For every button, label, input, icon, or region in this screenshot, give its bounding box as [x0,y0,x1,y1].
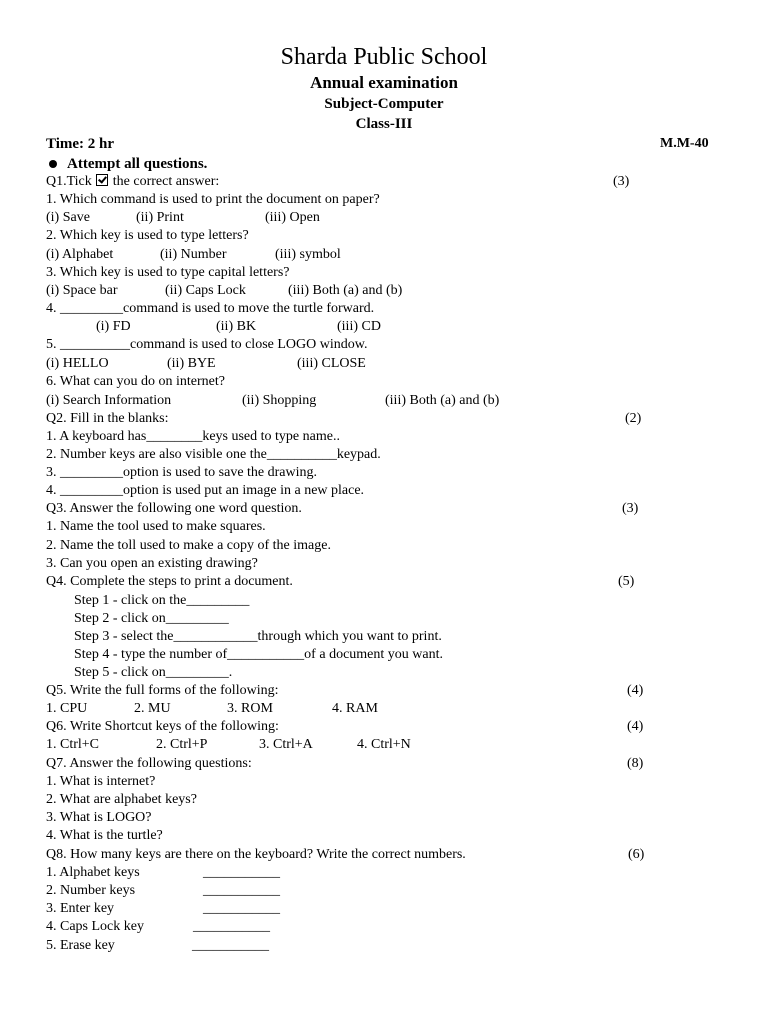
q8-item-blank: ___________ [203,901,280,916]
q1-option: (ii) BK [216,319,257,334]
q1-option: (iii) symbol [275,247,341,262]
q2-title: Q2. Fill in the blanks: [46,411,169,426]
q6-title: Q6. Write Shortcut keys of the following: [46,719,279,734]
bullet-icon [49,160,57,168]
q1-question-1: 1. Which command is used to print the document on paper? [46,192,380,207]
exam-title: Annual examination [310,73,458,92]
q8-item-blank: ___________ [192,938,269,953]
q2-marks: (2) [625,411,642,426]
q6-item: 3. Ctrl+A [259,737,313,752]
q1-question-3: 3. Which key is used to type capital letters? [46,265,290,280]
q1-option: (iii) CLOSE [297,356,366,371]
q6-item: 4. Ctrl+N [357,737,411,752]
q1-option: (ii) Print [136,210,184,225]
instruction-text: Attempt all questions. [67,156,208,172]
q5-item: 2. MU [134,701,171,716]
q6-item: 2. Ctrl+P [156,737,208,752]
q3-line: 1. Name the tool used to make squares. [46,519,266,534]
q8-item-label: 1. Alphabet keys [46,865,140,880]
q7-line: 2. What are alphabet keys? [46,792,197,807]
q1-option: (i) Alphabet [46,247,114,262]
q1-question-6: 6. What can you do on internet? [46,374,225,389]
q1-question-5: 5. __________command is used to close LOGO window. [46,337,368,352]
q5-item: 1. CPU [46,701,88,716]
q1-option: (iii) Both (a) and (b) [385,393,500,408]
time-label: Time: 2 hr [46,136,115,152]
q7-marks: (8) [627,756,644,771]
q6-marks: (4) [627,719,644,734]
q1-option: (i) HELLO [46,356,109,371]
q1-question-2: 2. Which key is used to type letters? [46,228,249,243]
q3-marks: (3) [622,501,639,516]
q8-item-label: 4. Caps Lock key [46,919,144,934]
q1-option: (iii) Open [265,210,320,225]
q1-question-4: 4. _________command is used to move the turtle forward. [46,301,375,316]
q1-option: (ii) Caps Lock [165,283,246,298]
subject-label: Subject-Computer [324,96,444,112]
q7-line: 3. What is LOGO? [46,810,152,825]
q1-option: (ii) Shopping [242,393,317,408]
instruction [46,155,207,173]
q1-option: (i) Search Information [46,393,172,408]
q4-step: Step 3 - select the____________through which you want to print. [74,629,442,644]
q4-step: Step 5 - click on_________. [74,665,233,680]
q4-step: Step 4 - type the number of___________of a document you want. [74,647,443,662]
q4-marks: (5) [618,574,635,589]
q1-title [46,173,219,191]
q1-suffix: the correct answer: [112,174,220,189]
q8-item-label: 2. Number keys [46,883,136,898]
q8-title: Q8. How many keys are there on the keyboard? Write the correct numbers. [46,847,466,862]
q5-marks: (4) [627,683,644,698]
q6-item: 1. Ctrl+C [46,737,100,752]
q1-option: (iii) Both (a) and (b) [288,283,403,298]
q1-option: (ii) Number [160,247,227,262]
q1-option: (i) Save [46,210,90,225]
q8-item-label: 3. Enter key [46,901,115,916]
checkbox-icon [96,174,108,186]
q4-title: Q4. Complete the steps to print a document. [46,574,293,589]
q7-line: 1. What is internet? [46,774,156,789]
q1-prefix: Q1.Tick [46,174,92,189]
q4-step: Step 2 - click on_________ [74,611,229,626]
q7-title: Q7. Answer the following questions: [46,756,252,771]
q1-option: (ii) BYE [167,356,216,371]
q7-line: 4. What is the turtle? [46,828,163,843]
q1-option: (iii) CD [337,319,381,334]
q3-title: Q3. Answer the following one word question. [46,501,302,516]
q8-item-label: 5. Erase key [46,938,115,953]
q1-option: (i) FD [96,319,131,334]
q8-item-blank: ___________ [193,919,270,934]
q8-marks: (6) [628,847,645,862]
q2-line: 4. _________option is used put an image in a new place. [46,483,365,498]
q5-item: 4. RAM [332,701,378,716]
q3-line: 2. Name the toll used to make a copy of the image. [46,538,331,553]
q3-line: 3. Can you open an existing drawing? [46,556,258,571]
class-label: Class-III [355,116,413,132]
q1-option: (i) Space bar [46,283,118,298]
q2-line: 1. A keyboard has________keys used to type name.. [46,429,340,444]
q8-item-blank: ___________ [203,865,280,880]
school-name: Sharda Public School [280,44,488,70]
q2-line: 3. _________option is used to save the drawing. [46,465,318,480]
q1-marks: (3) [613,174,630,189]
q2-line: 2. Number keys are also visible one the__________keypad. [46,447,381,462]
q5-title: Q5. Write the full forms of the following: [46,683,279,698]
q8-item-blank: ___________ [203,883,280,898]
q4-step: Step 1 - click on the_________ [74,593,250,608]
max-marks: M.M-40 [660,136,709,151]
q5-item: 3. ROM [227,701,273,716]
